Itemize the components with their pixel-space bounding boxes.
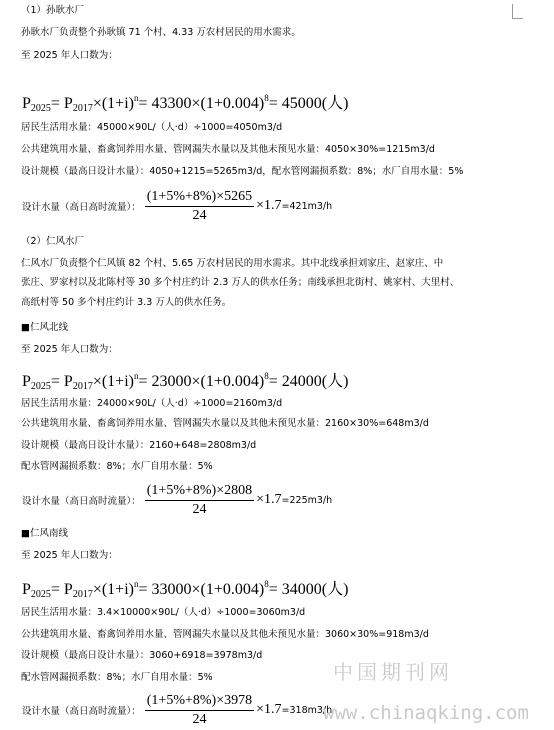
watermark-url: www.chinaqking.com bbox=[323, 702, 529, 724]
flow-result: =225m3/h bbox=[281, 494, 333, 506]
design-flow-formula: 设计水量（高日高时流量）： $\frac{(1+5\%+8\%)\times 5265}{24}$ ×1.7 =421m3/h bbox=[22, 188, 333, 223]
paragraph: 高纸村等 50 多个村庄约计 3.3 万人的供水任务。 bbox=[21, 297, 232, 308]
design-scale-line: 设计规模（最高日设计水量）：2160+648=2808m3/d bbox=[21, 440, 257, 451]
flow-label: 设计水量（高日高时流量）： bbox=[22, 496, 141, 507]
fraction: $\frac{(1+5\%+8\%)\times 5265}{24}$ bbox=[146, 188, 253, 223]
flow-label: 设计水量（高日高时流量）： bbox=[22, 706, 141, 717]
public-water-line: 公共建筑用水量、畜禽饲养用水量、管网漏失水量以及其他未预见水量：3060×30%=918m3/d bbox=[21, 629, 429, 640]
fraction: $\frac{(1+5\%+8\%)\times 3978}{24}$ bbox=[146, 692, 253, 727]
population-equation: $P_{2025}= P_{2017}\times(1+i)^n= 43300\times(1+0.004)^8= 45000$(人) bbox=[22, 93, 349, 114]
domestic-water-line: 居民生活用水量：24000×90L/（人·d）÷1000=2160m3/d bbox=[21, 398, 283, 409]
flow-result: =318m3/h bbox=[281, 704, 333, 716]
paragraph: 孙耿水厂负责整个孙耿镇 71 个村、4.33 万农村居民的用水需求。 bbox=[21, 27, 301, 38]
public-water-line: 公共建筑用水量、畜禽饲养用水量、管网漏失水量以及其他未预见水量：2160×30%=648m3/d bbox=[21, 418, 429, 429]
population-label: 至 2025 年人口数为： bbox=[21, 344, 118, 355]
flow-result: =421m3/h bbox=[281, 200, 333, 212]
fraction: $\frac{(1+5\%+8\%)\times 2808}{24}$ bbox=[146, 482, 253, 517]
paragraph: 张庄、罗家村以及北陈村等 30 多个村庄约计 2.3 万人的供水任务；南线承担北街村、姚家村、大里村、 bbox=[21, 277, 460, 288]
page-corner-mark bbox=[512, 4, 523, 19]
population-label: 至 2025 年人口数为： bbox=[21, 50, 118, 61]
design-scale-line: 设计规模（最高日设计水量）：4050+1215=5265m3/d，配水管网漏损系数：8%；水厂自用水量：5% bbox=[21, 166, 464, 177]
watermark-cn: 中国期刊网 bbox=[333, 660, 453, 684]
leak-coefficient-line: 配水管网漏损系数：8%；水厂自用水量：5% bbox=[21, 461, 213, 472]
design-scale-line: 设计规模（最高日设计水量）：3060+6918=3978m3/d bbox=[21, 650, 263, 661]
subheading-north: ■仁风北线 bbox=[21, 322, 68, 333]
population-equation: $P_{2025}= P_{2017}\times(1+i)^n= 33000\times(1+0.004)^8= 34000$(人) bbox=[22, 579, 349, 600]
domestic-water-line: 居民生活用水量：45000×90L/（人·d）÷1000=4050m3/d bbox=[21, 122, 283, 133]
design-flow-formula: 设计水量（高日高时流量）： $\frac{(1+5\%+8\%)\times 2808}{24}$ ×1.7 =225m3/h bbox=[22, 482, 333, 517]
paragraph: 仁风水厂负责整个仁风镇 82 个村、5.65 万农村居民的用水需求。其中北线承担刘家庄、赵家庄、中 bbox=[21, 258, 444, 269]
section-heading-renfeng: （2）仁风水厂 bbox=[21, 236, 85, 247]
section-heading-sungeng: （1）孙耿水厂 bbox=[21, 5, 85, 16]
population-equation: $P_{2025}= P_{2017}\times(1+i)^n= 23000\times(1+0.004)^8= 24000$(人) bbox=[22, 371, 349, 392]
subheading-south: ■仁风南线 bbox=[21, 528, 68, 539]
design-flow-formula: 设计水量（高日高时流量）： $\frac{(1+5\%+8\%)\times 3978}{24}$ ×1.7 =318m3/h bbox=[22, 692, 333, 727]
flow-label: 设计水量（高日高时流量）： bbox=[22, 202, 141, 213]
public-water-line: 公共建筑用水量、畜禽饲养用水量、管网漏失水量以及其他未预见水量：4050×30%=1215m3/d bbox=[21, 144, 435, 155]
domestic-water-line: 居民生活用水量：3.4×10000×90L/（人·d）÷1000=3060m3/d bbox=[21, 607, 306, 618]
leak-coefficient-line: 配水管网漏损系数：8%；水厂自用水量：5% bbox=[21, 672, 213, 683]
population-label: 至 2025 年人口数为： bbox=[21, 550, 118, 561]
